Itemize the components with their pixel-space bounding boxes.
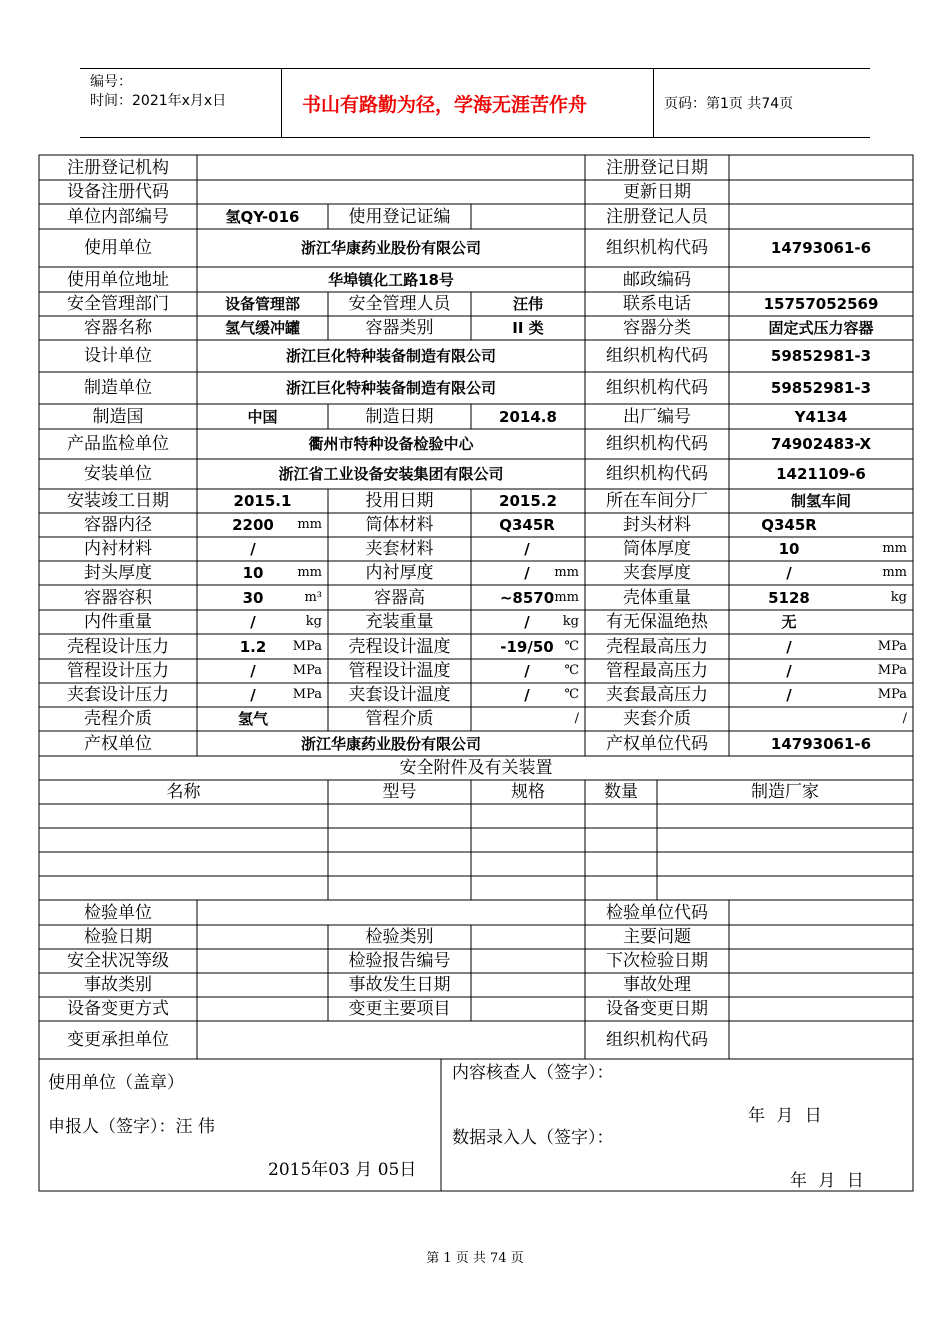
field-value: 制氢车间 xyxy=(790,492,851,510)
field-label: 封头厚度 xyxy=(84,563,152,583)
field-label: 内件重量 xyxy=(84,612,152,632)
field-label: 容器分类 xyxy=(623,318,691,338)
field-label: 检验单位 xyxy=(84,902,152,923)
unit-label: kg xyxy=(562,614,579,629)
unit-label: kg xyxy=(305,614,322,629)
field-label: 主要问题 xyxy=(623,927,691,947)
field-label: 变更主要项目 xyxy=(348,999,451,1019)
field-value: 固定式压力容器 xyxy=(768,319,874,337)
field-label: 壳体重量 xyxy=(623,587,691,608)
field-value: 氢QY-016 xyxy=(225,207,300,226)
unit-label: mm xyxy=(882,541,907,556)
field-label: 管程最高压力 xyxy=(606,661,708,681)
unit-label: mm xyxy=(882,565,907,580)
unit-label: mm xyxy=(554,589,579,605)
field-label: 管程介质 xyxy=(365,709,434,729)
field-label: 夹套厚度 xyxy=(623,563,691,583)
field-value: 2200 xyxy=(232,516,274,534)
unit-label: ℃ xyxy=(564,687,579,702)
unit-label: m³ xyxy=(304,589,322,605)
field-value: / xyxy=(524,662,530,680)
entry-date: 年 月 日 xyxy=(790,1171,864,1191)
field-value: 1.2 xyxy=(239,637,267,656)
reviewer-date: 年 月 日 xyxy=(748,1106,822,1126)
field-value: 无 xyxy=(781,613,797,631)
field-value: 2015.2 xyxy=(499,492,557,510)
field-label: 名称 xyxy=(166,782,201,802)
field-value: 74902483-X xyxy=(770,435,872,453)
field-label: 下次检验日期 xyxy=(606,951,708,971)
unit-label: MPa xyxy=(877,663,907,678)
field-label: 单位内部编号 xyxy=(67,206,169,227)
field-value: 15757052569 xyxy=(763,295,879,313)
field-label: 制造厂家 xyxy=(751,782,819,802)
field-label: 内衬厚度 xyxy=(365,563,434,583)
field-label: 出厂编号 xyxy=(623,406,691,427)
field-value: 衢州市特种设备检验中心 xyxy=(308,435,474,453)
field-label: 更新日期 xyxy=(623,182,691,202)
field-label: 投用日期 xyxy=(365,491,434,511)
field-value: / xyxy=(250,540,256,558)
field-label: 夹套设计压力 xyxy=(67,685,169,705)
field-label: 产品监检单位 xyxy=(67,434,169,454)
field-value: 华埠镇化工路18号 xyxy=(328,270,454,289)
field-label: 制造单位 xyxy=(84,378,152,398)
field-label: 壳程设计压力 xyxy=(67,636,169,657)
field-label: 夹套介质 xyxy=(623,709,691,729)
field-label: 容器类别 xyxy=(365,318,434,338)
field-label: 充装重量 xyxy=(365,612,434,632)
field-value: / xyxy=(786,564,792,582)
unit-label: kg xyxy=(890,589,907,605)
field-label: 事故发生日期 xyxy=(348,975,451,995)
page-footer: 第 1 页 共 74 页 xyxy=(426,1251,524,1266)
field-label: 管程设计压力 xyxy=(67,661,169,681)
field-label: 事故处理 xyxy=(623,975,691,995)
field-value: 浙江省工业设备安装集团有限公司 xyxy=(278,465,504,483)
field-value: 浙江巨化特种装备制造有限公司 xyxy=(285,347,496,365)
field-label: 容器名称 xyxy=(84,318,152,338)
field-label: 联系电话 xyxy=(623,294,691,314)
field-value: 1421109-6 xyxy=(776,465,866,483)
field-label: 所在车间分厂 xyxy=(606,491,708,511)
unit-label: MPa xyxy=(292,663,322,678)
stamp-label: 使用单位（盖章） xyxy=(48,1073,184,1093)
field-label: 内衬材料 xyxy=(84,539,152,559)
field-label: 壳程最高压力 xyxy=(606,636,708,657)
field-label: 夹套材料 xyxy=(365,539,434,559)
field-label: 有无保温绝热 xyxy=(606,612,708,632)
field-value: 浙江华康药业股份有限公司 xyxy=(300,239,481,257)
field-label: 设备变更方式 xyxy=(67,999,169,1019)
applicant-label: 申报人（签字）：汪 伟 xyxy=(48,1117,215,1137)
unit-label: ℃ xyxy=(564,663,579,678)
field-value: 59852981-3 xyxy=(770,347,872,365)
field-value: II 类 xyxy=(512,319,544,337)
field-value: / xyxy=(524,686,530,704)
field-value: / xyxy=(786,637,792,656)
field-label: 产权单位 xyxy=(84,733,152,754)
field-label: 容器内径 xyxy=(84,515,152,535)
field-value: / xyxy=(250,613,256,631)
field-value: / xyxy=(786,662,792,680)
unit-label: MPa xyxy=(877,638,907,654)
field-label: 检验报告编号 xyxy=(348,951,451,971)
field-value: 14793061-6 xyxy=(770,239,872,257)
field-label: 安全状况等级 xyxy=(67,951,169,971)
field-label: 检验单位代码 xyxy=(606,902,708,923)
field-value: Q345R xyxy=(499,516,555,534)
field-value: 汪伟 xyxy=(512,295,543,313)
field-label: 安全管理部门 xyxy=(67,294,169,314)
field-label: 使用登记证编 xyxy=(348,206,451,227)
field-label: 型号 xyxy=(382,782,417,802)
reviewer-label: 内容核查人（签字）： xyxy=(452,1063,614,1083)
serial-label: 编号： xyxy=(90,74,132,90)
field-value: 5128 xyxy=(768,588,810,607)
unit-label: mm xyxy=(554,565,579,580)
field-label: 检验日期 xyxy=(84,927,152,947)
unit-label: mm xyxy=(297,517,322,532)
field-label: 组织机构代码 xyxy=(606,346,708,366)
field-value: Y4134 xyxy=(794,407,848,426)
field-value: 中国 xyxy=(247,407,278,426)
field-label: 产权单位代码 xyxy=(606,733,708,754)
field-label: 组织机构代码 xyxy=(606,434,708,454)
unit-label: / xyxy=(902,711,907,726)
field-label: 规格 xyxy=(511,782,545,802)
field-label: 安全管理人员 xyxy=(348,294,451,314)
field-value: / xyxy=(250,686,256,704)
field-label: 使用单位 xyxy=(84,238,152,258)
field-value: 设备管理部 xyxy=(224,295,300,313)
header-page-info: 页码：第1页 共74页 xyxy=(664,96,794,112)
field-label: 安装竣工日期 xyxy=(67,491,169,511)
unit-label: MPa xyxy=(292,687,322,702)
field-value: -19/50 xyxy=(500,637,554,656)
field-value: / xyxy=(786,686,792,704)
field-value: / xyxy=(524,540,530,558)
field-value: 氢气缓冲罐 xyxy=(224,319,300,337)
field-label: 检验类别 xyxy=(365,927,434,947)
field-value: Q345R xyxy=(761,516,817,534)
field-label: 组织机构代码 xyxy=(606,378,708,398)
field-label: 设备注册代码 xyxy=(67,182,169,202)
field-label: 筒体材料 xyxy=(365,515,434,535)
field-label: 事故类别 xyxy=(84,975,152,995)
field-label: 壳程设计温度 xyxy=(348,636,451,657)
field-label: 夹套设计温度 xyxy=(348,685,451,705)
unit-label: MPa xyxy=(877,687,907,702)
field-value: / xyxy=(250,662,256,680)
field-label: 变更承担单位 xyxy=(67,1030,169,1050)
field-value: 10 xyxy=(242,564,264,582)
applicant-date: 2015年03 月 05日 xyxy=(268,1160,417,1180)
unit-label: / xyxy=(574,711,579,726)
field-value: 浙江巨化特种装备制造有限公司 xyxy=(285,379,496,397)
field-label: 管程设计温度 xyxy=(348,661,451,681)
field-label: 筒体厚度 xyxy=(623,539,691,559)
field-label: 组织机构代码 xyxy=(606,464,708,484)
field-value: / xyxy=(524,613,530,631)
field-label: 容器高 xyxy=(374,587,425,608)
unit-label: mm xyxy=(297,565,322,580)
field-label: 使用单位地址 xyxy=(67,269,169,290)
field-label: 夹套最高压力 xyxy=(606,685,708,705)
field-value: 2015.1 xyxy=(233,492,292,510)
time-label: 时间：2021年x月x日 xyxy=(90,93,227,109)
field-value: 2014.8 xyxy=(499,407,557,426)
header-motto: 书山有路勤为径，学海无涯苦作舟 xyxy=(282,69,654,137)
field-label: 数量 xyxy=(604,782,638,802)
field-label: 容器容积 xyxy=(84,587,152,608)
field-label: 安装单位 xyxy=(84,464,152,484)
field-label: 注册登记人员 xyxy=(606,206,708,227)
field-value: ~8570 xyxy=(499,588,555,607)
field-label: 注册登记日期 xyxy=(606,157,708,178)
field-label: 封头材料 xyxy=(623,515,691,535)
field-label: 设计单位 xyxy=(84,346,152,366)
field-label: 组织机构代码 xyxy=(606,238,708,258)
field-value: 10 xyxy=(778,540,800,558)
field-label: 组织机构代码 xyxy=(606,1030,708,1050)
field-label: 制造国 xyxy=(92,406,144,427)
field-value: / xyxy=(524,564,530,582)
field-value: 浙江华康药业股份有限公司 xyxy=(300,734,481,753)
field-value: 14793061-6 xyxy=(770,734,872,753)
field-value: 59852981-3 xyxy=(770,379,872,397)
field-value: 氢气 xyxy=(237,710,268,728)
unit-label: MPa xyxy=(292,638,322,654)
unit-label: ℃ xyxy=(564,638,579,654)
entry-label: 数据录入人（签字）： xyxy=(452,1128,614,1148)
field-label: 邮政编码 xyxy=(623,269,691,290)
field-label: 注册登记机构 xyxy=(67,157,169,178)
field-label: 制造日期 xyxy=(365,406,434,427)
field-label: 壳程介质 xyxy=(84,709,152,729)
field-label: 设备变更日期 xyxy=(606,999,708,1019)
field-label: 安全附件及有关装置 xyxy=(399,758,553,778)
field-value: 30 xyxy=(242,588,264,607)
